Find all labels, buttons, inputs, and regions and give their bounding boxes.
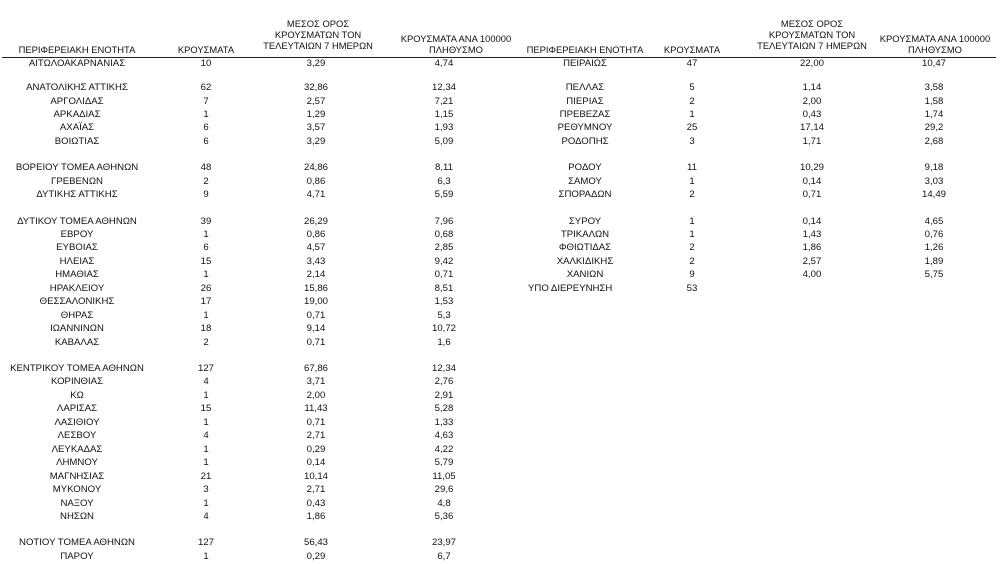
left-cell-avg: 2,00 bbox=[306, 390, 326, 401]
right-cell-cases: 47 bbox=[686, 58, 698, 69]
right-cell-per100k: 3,03 bbox=[924, 176, 944, 187]
left-cell-region: ΒΟΡΕΙΟΥ ΤΟΜΕΑ ΑΘΗΝΩΝ bbox=[15, 162, 139, 173]
left-cell-region: ΠΑΡΟΥ bbox=[60, 551, 94, 562]
left-cell-per100k: 6,3 bbox=[437, 176, 451, 187]
left-cell-avg: 10,14 bbox=[303, 471, 328, 482]
left-cell-region: ΚΑΒΑΛΑΣ bbox=[54, 337, 100, 348]
left-cell-region: ΚΟΡΙΝΘΙΑΣ bbox=[50, 376, 104, 387]
left-cell-avg: 3,29 bbox=[306, 136, 326, 147]
right-table-row bbox=[0, 161, 1000, 174]
left-cell-per100k: 2,91 bbox=[434, 390, 454, 401]
right-cell-region: ΣΑΜΟΥ bbox=[568, 176, 602, 187]
left-cell-avg: 3,29 bbox=[306, 58, 326, 69]
right-cell-region: ΥΠΟ ΔΙΕΡΕΥΝΗΣΗ bbox=[528, 283, 613, 294]
left-cell-avg: 1,29 bbox=[306, 109, 326, 120]
left-cell-cases: 1 bbox=[203, 417, 209, 428]
left-cell-avg: 11,43 bbox=[304, 403, 328, 414]
right-cell-region: ΡΟΔΟΠΗΣ bbox=[561, 136, 609, 147]
right-table-row bbox=[0, 268, 1000, 281]
right-cell-avg: 4,00 bbox=[802, 269, 822, 280]
left-cell-cases: 17 bbox=[200, 296, 212, 307]
left-cell-cases: 4 bbox=[203, 376, 209, 387]
left-cell-cases: 127 bbox=[197, 537, 214, 548]
right-cell-cases: 2 bbox=[689, 256, 695, 267]
left-cell-cases: 18 bbox=[200, 323, 212, 334]
left-cell-region: ΘΗΡΑΣ bbox=[60, 310, 94, 321]
left-cell-cases: 6 bbox=[203, 242, 209, 253]
left-cell-region: ΚΕΝΤΡΙΚΟΥ ΤΟΜΕΑ ΑΘΗΝΩΝ bbox=[10, 363, 144, 374]
left-cell-region: ΜΥΚΟΝΟΥ bbox=[52, 484, 102, 495]
left-cell-per100k: 0,68 bbox=[434, 229, 454, 240]
right-table-row bbox=[0, 282, 1000, 295]
left-cell-per100k: 1,33 bbox=[434, 417, 454, 428]
left-cell-cases: 1 bbox=[203, 229, 209, 240]
right-cell-per100k: 10,47 bbox=[921, 58, 946, 69]
left-table-row bbox=[0, 375, 1000, 388]
right-cell-per100k: 0,76 bbox=[924, 229, 944, 240]
right-table-row bbox=[0, 81, 1000, 94]
right-cell-avg: 10,29 bbox=[799, 162, 824, 173]
left-table-row bbox=[0, 336, 1000, 349]
left-cell-region: ΛΑΡΙΣΑΣ bbox=[56, 403, 98, 414]
right-cell-region: ΠΙΕΡΙΑΣ bbox=[566, 96, 604, 107]
left-cell-per100k: 12,34 bbox=[431, 82, 456, 93]
left-cell-avg: 24,86 bbox=[303, 162, 328, 173]
left-cell-region: ΑΝΑΤΟΛΙΚΗΣ ΑΤΤΙΚΗΣ bbox=[26, 82, 128, 93]
left-cell-per100k: 8,51 bbox=[434, 283, 454, 294]
right-cell-per100k: 1,74 bbox=[924, 109, 944, 120]
left-cell-cases: 3 bbox=[203, 484, 209, 495]
left-table-row bbox=[0, 295, 1000, 308]
right-cell-cases: 1 bbox=[689, 216, 695, 227]
left-cell-cases: 48 bbox=[200, 162, 212, 173]
left-cell-per100k: 5,59 bbox=[434, 189, 454, 200]
left-cell-cases: 4 bbox=[203, 511, 209, 522]
right-table-row bbox=[0, 121, 1000, 134]
left-cell-per100k: 0,71 bbox=[434, 269, 454, 280]
left-cell-cases: 7 bbox=[203, 96, 209, 107]
right-cell-region: ΠΕΙΡΑΙΩΣ bbox=[563, 58, 607, 69]
right-cell-per100k: 2,68 bbox=[924, 136, 944, 147]
left-cell-cases: 2 bbox=[203, 176, 209, 187]
right-cell-cases: 1 bbox=[689, 229, 695, 240]
right-cell-avg: 2,57 bbox=[802, 256, 822, 267]
left-cell-region: ΙΩΑΝΝΙΝΩΝ bbox=[50, 323, 104, 334]
left-cell-per100k: 11,05 bbox=[432, 471, 456, 482]
right-header-region: ΠΕΡΙΦΕΡΕΙΑΚΗ ΕΝΟΤΗΤΑ bbox=[526, 44, 644, 55]
right-cell-region: ΧΑΛΚΙΔΙΚΗΣ bbox=[556, 256, 614, 267]
left-cell-cases: 2 bbox=[203, 337, 209, 348]
right-cell-per100k: 1,26 bbox=[924, 242, 944, 253]
left-cell-avg: 0,71 bbox=[306, 337, 326, 348]
left-cell-region: ΝΟΤΙΟΥ ΤΟΜΕΑ ΑΘΗΝΩΝ bbox=[19, 537, 135, 548]
right-cell-per100k: 4,65 bbox=[924, 216, 944, 227]
right-cell-region: ΧΑΝΙΩΝ bbox=[566, 269, 604, 280]
left-cell-region: ΔΥΤΙΚΟΥ ΤΟΜΕΑ ΑΘΗΝΩΝ bbox=[17, 216, 137, 227]
right-cell-cases: 53 bbox=[686, 283, 698, 294]
right-cell-avg: 1,43 bbox=[802, 229, 822, 240]
left-table-row bbox=[0, 497, 1000, 510]
left-cell-cases: 1 bbox=[203, 444, 209, 455]
left-cell-cases: 6 bbox=[203, 122, 209, 133]
left-cell-per100k: 1,53 bbox=[434, 296, 454, 307]
left-table-row bbox=[0, 322, 1000, 335]
right-cell-cases: 1 bbox=[689, 109, 695, 120]
left-cell-per100k: 5,79 bbox=[434, 457, 454, 468]
left-cell-region: ΛΕΣΒΟΥ bbox=[57, 430, 97, 441]
left-cell-region: ΗΛΕΙΑΣ bbox=[59, 256, 95, 267]
left-table-row bbox=[0, 550, 1000, 563]
left-cell-region: ΓΡΕΒΕΝΩΝ bbox=[51, 176, 103, 187]
left-cell-cases: 15 bbox=[200, 403, 212, 414]
right-cell-avg: 0,43 bbox=[802, 109, 822, 120]
left-table-row bbox=[0, 362, 1000, 375]
left-cell-per100k: 4,8 bbox=[437, 498, 451, 509]
right-cell-region: ΣΠΟΡΑΔΩΝ bbox=[558, 189, 612, 200]
left-cell-region: ΔΥΤΙΚΗΣ ΑΤΤΙΚΗΣ bbox=[36, 189, 118, 200]
left-cell-avg: 3,71 bbox=[306, 376, 326, 387]
left-table-row bbox=[0, 402, 1000, 415]
right-cell-per100k: 1,58 bbox=[924, 96, 944, 107]
right-cell-per100k: 14,49 bbox=[921, 189, 946, 200]
left-cell-per100k: 6,7 bbox=[437, 551, 451, 562]
left-cell-per100k: 4,22 bbox=[434, 444, 454, 455]
right-cell-cases: 3 bbox=[689, 136, 695, 147]
left-table-row bbox=[0, 510, 1000, 523]
left-table-row bbox=[0, 389, 1000, 402]
left-cell-region: ΕΒΡΟΥ bbox=[60, 229, 94, 240]
left-cell-cases: 1 bbox=[203, 498, 209, 509]
left-cell-avg: 0,71 bbox=[306, 310, 326, 321]
left-cell-cases: 15 bbox=[200, 256, 212, 267]
right-cell-cases: 2 bbox=[689, 242, 695, 253]
left-cell-avg: 32,86 bbox=[303, 82, 328, 93]
left-cell-per100k: 8,11 bbox=[435, 162, 453, 173]
left-cell-per100k: 29,6 bbox=[434, 484, 454, 495]
left-cell-avg: 26,29 bbox=[303, 216, 328, 227]
right-cell-avg: 0,71 bbox=[802, 189, 822, 200]
left-cell-cases: 9 bbox=[203, 189, 209, 200]
left-cell-avg: 2,71 bbox=[306, 484, 326, 495]
right-table-row bbox=[0, 108, 1000, 121]
left-cell-avg: 4,71 bbox=[306, 189, 326, 200]
right-cell-cases: 11 bbox=[687, 162, 697, 173]
right-table-row bbox=[0, 175, 1000, 188]
left-cell-per100k: 2,76 bbox=[434, 376, 454, 387]
left-cell-cases: 6 bbox=[203, 136, 209, 147]
left-cell-per100k: 2,85 bbox=[434, 242, 454, 253]
left-cell-avg: 4,57 bbox=[306, 242, 326, 253]
right-cell-avg: 0,14 bbox=[802, 216, 822, 227]
right-cell-avg: 1,14 bbox=[802, 82, 822, 93]
left-header-per100k: ΚΡΟΥΣΜΑΤΑ ΑΝΑ 100000 ΠΛΗΘΥΣΜΟ bbox=[400, 33, 512, 55]
left-cell-region: ΗΜΑΘΙΑΣ bbox=[55, 269, 99, 280]
left-header-cases: ΚΡΟΥΣΜΑΤΑ bbox=[177, 44, 235, 55]
left-header-avg: ΜΕΣΟΣ ΟΡΟΣ ΚΡΟΥΣΜΑΤΩΝ ΤΟΝ ΤΕΛΕΥΤΑΙΩΝ 7 ΗΜΕΡΩΝ bbox=[263, 18, 373, 51]
left-cell-avg: 9,14 bbox=[306, 323, 326, 334]
right-cell-region: ΤΡΙΚΑΛΩΝ bbox=[560, 229, 610, 240]
right-cell-avg: 17,14 bbox=[799, 122, 824, 133]
right-table-row bbox=[0, 241, 1000, 254]
left-cell-avg: 3,43 bbox=[306, 256, 326, 267]
right-cell-cases: 5 bbox=[689, 82, 695, 93]
right-table-row bbox=[0, 228, 1000, 241]
right-cell-avg: 1,71 bbox=[802, 136, 822, 147]
right-table-row bbox=[0, 95, 1000, 108]
right-table-row bbox=[0, 57, 1000, 70]
left-cell-avg: 67,86 bbox=[303, 363, 328, 374]
left-cell-region: ΝΗΣΩΝ bbox=[60, 511, 94, 522]
left-cell-cases: 62 bbox=[200, 82, 212, 93]
left-cell-per100k: 1,93 bbox=[434, 122, 454, 133]
left-cell-per100k: 4,63 bbox=[434, 430, 454, 441]
left-cell-per100k: 5,28 bbox=[434, 403, 454, 414]
left-cell-avg: 19,00 bbox=[303, 296, 328, 307]
left-table-row bbox=[0, 483, 1000, 496]
left-cell-region: ΛΗΜΝΟΥ bbox=[56, 457, 98, 468]
left-cell-avg: 2,14 bbox=[306, 269, 326, 280]
right-cell-cases: 1 bbox=[689, 176, 695, 187]
left-cell-region: ΕΥΒΟΙΑΣ bbox=[56, 242, 98, 253]
left-cell-per100k: 5,36 bbox=[434, 511, 454, 522]
left-cell-per100k: 7,21 bbox=[434, 96, 454, 107]
right-cell-cases: 2 bbox=[689, 96, 695, 107]
left-cell-region: ΑΡΚΑΔΙΑΣ bbox=[53, 109, 101, 120]
left-cell-per100k: 4,74 bbox=[434, 58, 454, 69]
left-cell-avg: 1,86 bbox=[306, 511, 326, 522]
left-cell-avg: 0,86 bbox=[306, 176, 326, 187]
left-cell-per100k: 1,6 bbox=[437, 337, 451, 348]
left-cell-per100k: 23,97 bbox=[431, 537, 456, 548]
right-table-row bbox=[0, 135, 1000, 148]
left-cell-cases: 127 bbox=[197, 363, 214, 374]
left-cell-avg: 0,14 bbox=[306, 457, 326, 468]
left-cell-cases: 10 bbox=[200, 58, 212, 69]
right-cell-avg: 1,86 bbox=[802, 242, 822, 253]
left-cell-per100k: 5,3 bbox=[437, 310, 451, 321]
left-cell-avg: 0,29 bbox=[306, 444, 326, 455]
left-cell-region: ΜΑΓΝΗΣΙΑΣ bbox=[49, 471, 105, 482]
left-cell-region: ΗΡΑΚΛΕΙΟΥ bbox=[49, 283, 105, 294]
right-cell-avg: 0,14 bbox=[802, 176, 822, 187]
left-cell-cases: 21 bbox=[200, 471, 212, 482]
right-table-row bbox=[0, 255, 1000, 268]
left-header-region: ΠΕΡΙΦΕΡΕΙΑΚΗ ΕΝΟΤΗΤΑ bbox=[18, 44, 136, 55]
left-cell-avg: 15,86 bbox=[303, 283, 328, 294]
left-cell-cases: 1 bbox=[203, 390, 209, 401]
left-cell-avg: 3,57 bbox=[306, 122, 326, 133]
left-cell-cases: 1 bbox=[203, 109, 209, 120]
left-cell-per100k: 1,15 bbox=[434, 109, 454, 120]
left-cell-avg: 0,86 bbox=[306, 229, 326, 240]
left-cell-region: ΝΑΞΟΥ bbox=[60, 498, 94, 509]
left-cell-per100k: 7,96 bbox=[434, 216, 454, 227]
left-cell-region: ΘΕΣΣΑΛΟΝΙΚΗΣ bbox=[39, 296, 115, 307]
left-cell-region: ΑΡΓΟΛΙΔΑΣ bbox=[50, 96, 104, 107]
left-cell-cases: 1 bbox=[203, 551, 209, 562]
right-cell-cases: 9 bbox=[689, 269, 695, 280]
right-cell-per100k: 9,18 bbox=[924, 162, 944, 173]
left-cell-region: ΑΙΤΩΛΟΑΚΑΡΝΑΝΙΑΣ bbox=[28, 58, 126, 69]
right-header-avg: ΜΕΣΟΣ ΟΡΟΣ ΚΡΟΥΣΜΑΤΩΝ ΤΟΝ ΤΕΛΕΥΤΑΙΩΝ 7 ΗΜΕΡΩΝ bbox=[757, 18, 867, 51]
right-header-per100k: ΚΡΟΥΣΜΑΤΑ ΑΝΑ 100000 ΠΛΗΘΥΣΜΟ bbox=[879, 33, 991, 55]
right-cell-region: ΡΟΔΟΥ bbox=[568, 162, 602, 173]
right-cell-region: ΠΡΕΒΕΖΑΣ bbox=[559, 109, 611, 120]
left-cell-region: ΚΩ bbox=[70, 390, 84, 401]
left-table-row bbox=[0, 470, 1000, 483]
left-cell-region: ΛΑΣΙΘΙΟΥ bbox=[54, 417, 100, 428]
left-cell-per100k: 12,34 bbox=[431, 363, 456, 374]
left-cell-avg: 0,71 bbox=[306, 417, 326, 428]
left-cell-avg: 56,43 bbox=[303, 537, 328, 548]
left-cell-cases: 1 bbox=[203, 310, 209, 321]
left-cell-per100k: 10,72 bbox=[431, 323, 456, 334]
left-cell-cases: 1 bbox=[203, 269, 209, 280]
left-cell-avg: 2,57 bbox=[306, 96, 326, 107]
right-cell-region: ΠΕΛΛΑΣ bbox=[565, 82, 605, 93]
left-cell-avg: 2,71 bbox=[306, 430, 326, 441]
right-cell-avg: 2,00 bbox=[802, 96, 822, 107]
left-cell-cases: 1 bbox=[203, 457, 209, 468]
right-table-row bbox=[0, 215, 1000, 228]
left-cell-avg: 0,43 bbox=[306, 498, 326, 509]
right-cell-region: ΡΕΘΥΜΝΟΥ bbox=[557, 122, 613, 133]
right-cell-per100k: 3,58 bbox=[924, 82, 944, 93]
left-cell-per100k: 9,42 bbox=[434, 256, 454, 267]
left-cell-per100k: 5,09 bbox=[434, 136, 454, 147]
right-cell-region: ΦΘΙΩΤΙΔΑΣ bbox=[558, 242, 612, 253]
right-cell-cases: 25 bbox=[686, 122, 698, 133]
left-cell-region: ΑΧΑΪΑΣ bbox=[59, 122, 95, 133]
left-table-row bbox=[0, 429, 1000, 442]
right-cell-per100k: 29,2 bbox=[924, 122, 944, 133]
right-cell-cases: 2 bbox=[689, 189, 695, 200]
left-cell-region: ΛΕΥΚΑΔΑΣ bbox=[51, 444, 103, 455]
left-table-row bbox=[0, 536, 1000, 549]
left-table-row bbox=[0, 309, 1000, 322]
left-cell-cases: 39 bbox=[200, 216, 212, 227]
right-table-row bbox=[0, 188, 1000, 201]
right-header-cases: ΚΡΟΥΣΜΑΤΑ bbox=[663, 44, 721, 55]
left-cell-avg: 0,29 bbox=[306, 551, 326, 562]
left-table-row bbox=[0, 416, 1000, 429]
right-cell-region: ΣΥΡΟΥ bbox=[568, 216, 602, 227]
left-cell-cases: 26 bbox=[200, 283, 212, 294]
left-cell-region: ΒΟΙΩΤΙΑΣ bbox=[54, 136, 100, 147]
left-table-row bbox=[0, 456, 1000, 469]
right-cell-avg: 22,00 bbox=[799, 58, 824, 69]
left-cell-cases: 4 bbox=[203, 430, 209, 441]
left-table-row bbox=[0, 443, 1000, 456]
right-cell-per100k: 1,89 bbox=[924, 256, 944, 267]
right-cell-per100k: 5,75 bbox=[924, 269, 944, 280]
